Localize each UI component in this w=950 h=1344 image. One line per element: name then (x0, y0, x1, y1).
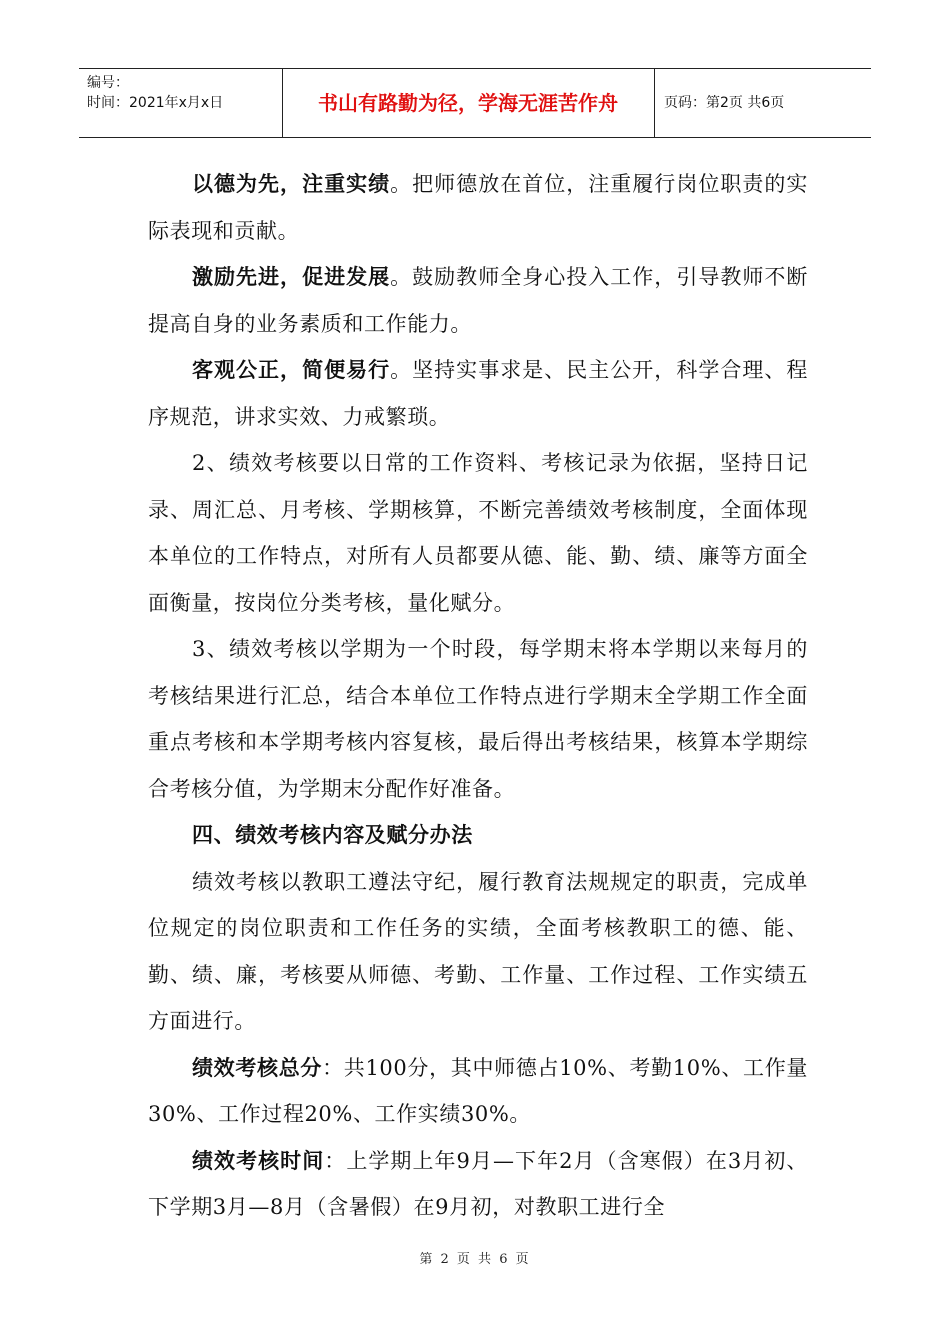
paragraph-text: 2、绩效考核要以日常的工作资料、考核记录为依据，坚持日记录、周汇总、月考核、学期核算，不断完善绩效考核制度，全面体现本单位的工作特点，对所有人员都要从德、能、勤、绩、廉等方面全面衡量，按岗位分类考核，量化赋分。 (148, 451, 808, 615)
section-heading: 四、绩效考核内容及赋分办法 (192, 823, 473, 847)
page-footer: 第 2 页 共 6 页 (419, 1252, 531, 1267)
paragraph-lead: 绩效考核时间 (192, 1148, 325, 1173)
paragraph-text: 绩效考核以教职工遵法守纪，履行教育法规规定的职责，完成单位规定的岗位职责和工作任务的实绩，全面考核教职工的德、能、勤、绩、廉，考核要从师德、考勤、工作量、工作过程、工作实绩五方面进行。 (148, 869, 808, 1033)
paragraph (148, 1045, 808, 1138)
paragraph-text: ：共100分，其中师德占10%、考勤10%、工作量30%、工作过程20%、工作实绩30%。 (148, 1055, 808, 1126)
paragraph (148, 859, 808, 1045)
paragraph-lead: 绩效考核总分 (192, 1055, 323, 1080)
document-body (148, 161, 808, 1231)
header-meta (87, 73, 223, 113)
document-date: 时间：2021年x月x日 (87, 95, 224, 111)
paragraph-lead: 以德为先，注重实绩 (192, 172, 391, 196)
paragraph-lead: 激励先进，促进发展 (192, 265, 391, 289)
paragraph-text: 3、绩效考核以学期为一个时段，每学期末将本学期以来每月的考核结果进行汇总，结合本单位工作特点进行学期末全学期工作全面重点考核和本学期考核内容复核，最后得出考核结果，核算本学期综合考核分值，为学期末分配作好准备。 (148, 637, 808, 801)
paragraph-lead: 客观公正，简便易行 (192, 358, 391, 382)
header-divider (654, 69, 655, 137)
paragraph (148, 440, 808, 626)
header-page-number: 页码：第2页 共6页 (664, 95, 785, 111)
paragraph (148, 1138, 808, 1231)
paragraph-text: ：上学期上年9月—下年2月（含寒假）在3月初、下学期3月—8月（含暑假）在9月初，对教职工进行全 (148, 1148, 808, 1219)
paragraph-text: 。坚持实事求是、民主公开，科学合理、程序规范，讲求实效、力戒繁琐。 (148, 358, 808, 429)
document-number: 编号： (87, 75, 129, 91)
header-motto: 书山有路勤为径，学海无涯苦作舟 (318, 91, 618, 115)
paragraph (148, 626, 808, 812)
paragraph (148, 254, 808, 347)
paragraph (148, 347, 808, 440)
paragraph (148, 161, 808, 254)
page-header (79, 68, 871, 138)
paragraph-text: 。把师德放在首位，注重履行岗位职责的实际表现和贡献。 (148, 172, 808, 243)
paragraph-text: 。鼓励教师全身心投入工作，引导教师不断提高自身的业务素质和工作能力。 (148, 265, 808, 336)
